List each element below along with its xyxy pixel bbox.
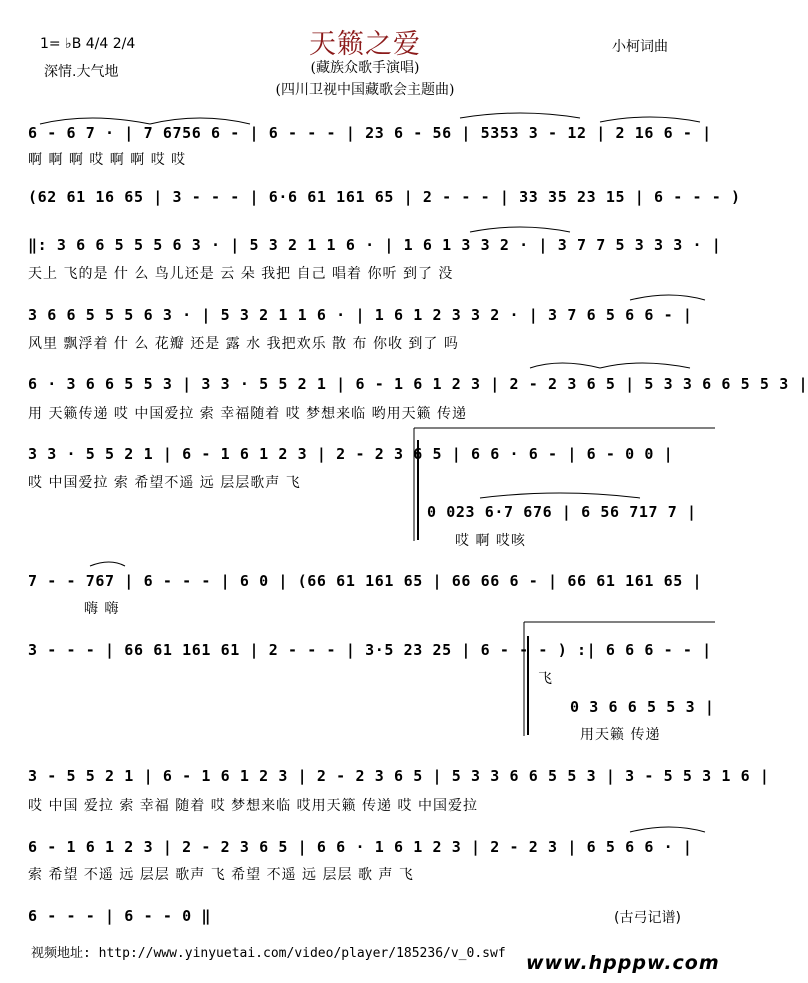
slur-mark	[40, 118, 150, 124]
slur-mark	[630, 827, 705, 832]
lyric-line-4: 用 天籁传递 哎 中国爱拉 索 幸福随着 哎 梦想来临 哟用天籁 传递	[28, 406, 468, 422]
song-title: 天籁之爱	[309, 29, 421, 60]
lyric-line-6: 哎 啊 哎咳	[455, 533, 526, 549]
score-line-10: 6 - 1 6 1 2 3 | 2 - 2 3 6 5 | 6 6 · 1 6 1 2 3 | 2 - 2 3 | 6 5 6 6 · |	[28, 838, 693, 856]
slur-mark	[530, 363, 600, 368]
slur-mark	[150, 118, 250, 124]
composer-credit: 小柯词曲	[612, 39, 668, 55]
slur-mark	[600, 117, 700, 122]
score-line-5: 6 · 3 6 6 5 5 3 | 3 3 · 5 5 2 1 | 6 - 1 6 1 2 3 | 2 - 2 3 6 5 | 5 3 3 6 6 5 5 3 |	[28, 375, 808, 393]
score-line-2: (62 61 16 65 | 3 - - - | 6·6 61 161 65 | 2 - - - | 33 35 23 15 | 6 - - - )	[28, 188, 741, 206]
lyric-line-9: 用天籁 传递	[580, 727, 661, 743]
lyric-line-11: 索 希望 不遥 远 层层 歌声 飞 希望 不遥 远 层层 歌 声 飞	[28, 867, 414, 883]
performer-subtitle: (藏族众歌手演唱)	[310, 60, 420, 76]
slur-mark	[460, 113, 580, 118]
score-line-11: 6 - - - | 6 - - 0 ‖	[28, 907, 211, 925]
score-line-6b: 0 023 6·7 676 | 6 56 717 7 |	[427, 503, 697, 521]
score-line-6: 3 3 · 5 5 2 1 | 6 - 1 6 1 2 3 | 2 - 2 3 6 5 | 6 6 · 6 - | 6 - 0 0 |	[28, 445, 674, 463]
score-line-7: 7 - - 767 | 6 - - - | 6 0 | (66 61 161 65 | 66 66 6 - | 66 61 161 65 |	[28, 572, 703, 590]
lyric-line-3: 风里 飘浮着 什 么 花瓣 还是 露 水 我把欢乐 散 布 你收 到了 吗	[28, 336, 459, 352]
score-line-8: 3 - - - | 66 61 161 61 | 2 - - - | 3·5 23 25 | 6 - - - ) :| 6 6 6 - - |	[28, 641, 712, 659]
slur-mark	[630, 295, 705, 300]
lyric-line-7: 嗨 嗨	[84, 601, 120, 617]
score-line-4: 3 6 6 5 5 5 6 3 · | 5 3 2 1 1 6 · | 1 6 1 2 3 3 2 · | 3 7 6 5 6 6 - |	[28, 306, 693, 324]
theme-subtitle: (四川卫视中国藏歌会主题曲)	[275, 82, 455, 98]
score-line-3: ‖: 3 6 6 5 5 5 6 3 · | 5 3 2 1 1 6 · | 1 6 1 3 3 2 · | 3 7 7 5 3 3 3 · |	[28, 236, 722, 254]
lyric-line-10: 哎 中国 爱拉 索 幸福 随着 哎 梦想来临 哎用天籁 传递 哎 中国爱拉	[28, 798, 478, 814]
video-address: 视频地址: http://www.yinyuetai.com/video/player/185236/v_0.swf	[31, 946, 506, 961]
lyric-line-1: 啊 啊 啊 哎 啊 啊 哎 哎	[28, 152, 187, 168]
score-line-1: 6 - 6 7 · | 7 6756 6 - | 6 - - - | 23 6 - 56 | 5353 3 - 12 | 2 16 6 - |	[28, 124, 712, 142]
lyric-line-2: 天上 飞的是 什 么 鸟儿还是 云 朵 我把 自己 唱着 你听 到了 没	[28, 266, 454, 282]
key-signature: 1= ♭B 4/4 2/4	[40, 36, 136, 52]
slur-mark	[470, 227, 570, 232]
transcriber-note: (古弓记谱)	[614, 910, 681, 926]
score-line-9: 3 - 5 5 2 1 | 6 - 1 6 1 2 3 | 2 - 2 3 6 5 | 5 3 3 6 6 5 5 3 | 3 - 5 5 3 1 6 |	[28, 767, 770, 785]
lyric-line-5: 哎 中国爱拉 索 希望不遥 远 层层歌声 飞	[28, 475, 301, 491]
expression-mark: 深情.大气地	[44, 64, 119, 80]
site-watermark: www.hpppw.com	[526, 952, 720, 974]
slur-mark	[480, 493, 640, 498]
slur-mark	[90, 562, 125, 566]
lyric-line-8: 飞	[538, 671, 553, 687]
score-line-8b: 0 3 6 6 5 5 3 |	[570, 698, 715, 716]
slur-mark	[600, 363, 690, 368]
